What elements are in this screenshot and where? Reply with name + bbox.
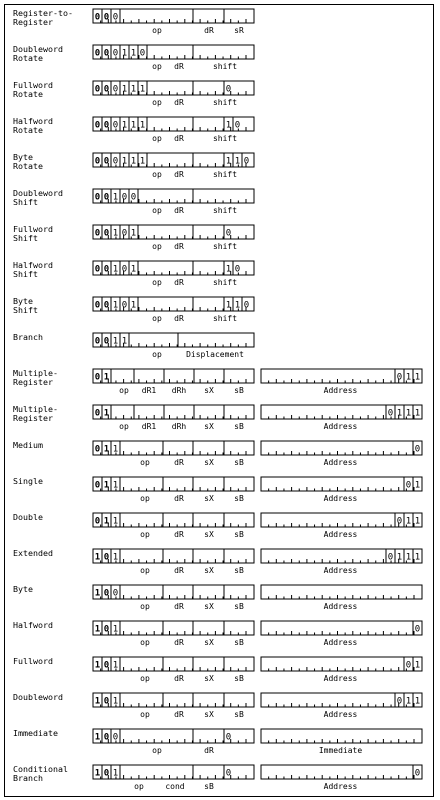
bit-value: 1 xyxy=(225,156,232,167)
bit-value: 0 xyxy=(103,264,110,275)
bit-value: 1 xyxy=(234,156,241,167)
bit-value: 0 xyxy=(94,48,101,59)
bit-value: 1 xyxy=(396,408,403,419)
bit-value: 0 xyxy=(112,732,119,743)
bit-value: 1 xyxy=(234,300,241,311)
field-label: dR xyxy=(204,26,214,35)
format-label: Halfword xyxy=(13,116,53,126)
bit-value: 0 xyxy=(94,408,101,419)
bit-value: 0 xyxy=(103,12,110,23)
bit-value: 1 xyxy=(405,516,412,527)
bit-value: 1 xyxy=(414,408,421,419)
field-label: sB xyxy=(234,710,244,719)
bit-value: 1 xyxy=(130,156,137,167)
bit-value: 0 xyxy=(103,192,110,203)
format-label: Single xyxy=(13,476,43,486)
format-row xyxy=(13,656,422,683)
bit-value: 0 xyxy=(112,48,119,59)
bit-value: 0 xyxy=(414,624,421,635)
format-label: Shift xyxy=(13,269,38,279)
field-label: dRh xyxy=(171,386,187,395)
format-label: Extended xyxy=(13,548,53,558)
field-label: dR xyxy=(174,242,184,251)
format-label: Register xyxy=(13,17,53,27)
bit-value: 0 xyxy=(103,588,110,599)
field-label: sX xyxy=(204,566,214,575)
field-label: Displacement xyxy=(186,350,244,359)
format-row xyxy=(13,728,422,755)
field-label: sX xyxy=(204,638,214,647)
field-label: op xyxy=(140,458,150,467)
bit-value: 0 xyxy=(225,84,232,95)
format-label: Shift xyxy=(13,305,38,315)
word2-box xyxy=(261,729,422,743)
bit-value: 1 xyxy=(139,156,146,167)
format-label: Rotate xyxy=(13,125,43,135)
bit-value: 1 xyxy=(121,120,128,131)
word2-box xyxy=(261,441,422,455)
format-label: Multiple- xyxy=(13,368,58,378)
field-label: shift xyxy=(212,134,238,143)
field-label: sR xyxy=(234,26,244,35)
bit-value: 1 xyxy=(103,408,110,419)
field-label: op xyxy=(140,602,150,611)
bit-value: 0 xyxy=(405,480,412,491)
field-label: op xyxy=(152,62,162,71)
field-label: dR xyxy=(204,746,214,755)
bit-value: 1 xyxy=(130,48,137,59)
field-label: Immediate xyxy=(318,746,363,755)
bit-value: 0 xyxy=(103,48,110,59)
field-label: dR xyxy=(174,170,184,179)
field-label: op xyxy=(152,746,162,755)
format-label: Fullword xyxy=(13,224,53,234)
bit-value: 0 xyxy=(103,228,110,239)
format-row xyxy=(13,296,254,323)
field-label: sB xyxy=(234,458,244,467)
format-label: Halfword xyxy=(13,620,53,630)
bit-value: 1 xyxy=(112,444,119,455)
field-label: Address xyxy=(323,422,358,431)
field-label: sB xyxy=(234,530,244,539)
field-label: Address xyxy=(323,638,358,647)
bit-value: 1 xyxy=(103,516,110,527)
format-label: Double xyxy=(13,512,43,522)
bit-value: 1 xyxy=(225,264,232,275)
format-label: Fullword xyxy=(13,656,53,666)
bit-value: 1 xyxy=(112,336,119,347)
word2-box xyxy=(261,621,422,635)
field-label: op xyxy=(140,566,150,575)
field-label: dR1 xyxy=(141,422,157,431)
bit-value: 0 xyxy=(225,228,232,239)
bit-value: 1 xyxy=(94,660,101,671)
format-row xyxy=(13,620,422,647)
bit-value: 0 xyxy=(387,552,394,563)
bit-value: 0 xyxy=(130,192,137,203)
field-label: dR xyxy=(174,62,184,71)
field-label: dR xyxy=(174,98,184,107)
format-label: Rotate xyxy=(13,161,43,171)
field-label: sB xyxy=(234,638,244,647)
field-label: shift xyxy=(212,62,238,71)
bit-value: 1 xyxy=(121,84,128,95)
bit-value: 0 xyxy=(94,228,101,239)
field-label: Address xyxy=(323,494,358,503)
format-row xyxy=(13,332,254,359)
word1-box xyxy=(93,369,254,383)
bit-value: 0 xyxy=(112,12,119,23)
bit-value: 0 xyxy=(243,156,250,167)
field-label: dR xyxy=(174,278,184,287)
bit-value: 0 xyxy=(103,156,110,167)
bit-value: 0 xyxy=(234,120,241,131)
field-label: dR xyxy=(174,530,184,539)
bit-value: 0 xyxy=(121,192,128,203)
field-label: dR xyxy=(174,314,184,323)
field-label: op xyxy=(152,98,162,107)
field-label: shift xyxy=(212,206,238,215)
format-row xyxy=(13,548,422,575)
bit-value: 1 xyxy=(414,660,421,671)
bit-value: 1 xyxy=(139,84,146,95)
field-label: shift xyxy=(212,98,238,107)
bit-value: 1 xyxy=(130,300,137,311)
field-label: sB xyxy=(234,566,244,575)
field-label: shift xyxy=(212,170,238,179)
format-label: Doubleword xyxy=(13,188,63,198)
bit-value: 0 xyxy=(112,84,119,95)
field-label: Address xyxy=(323,602,358,611)
bit-value: 0 xyxy=(94,480,101,491)
bit-value: 0 xyxy=(112,156,119,167)
field-label: Address xyxy=(323,782,358,791)
bit-value: 0 xyxy=(103,552,110,563)
field-label: dR xyxy=(174,566,184,575)
field-label: sX xyxy=(204,710,214,719)
field-label: sX xyxy=(204,674,214,683)
bit-value: 0 xyxy=(103,660,110,671)
format-label: Branch xyxy=(13,773,43,783)
bit-value: 1 xyxy=(94,552,101,563)
bit-value: 1 xyxy=(405,408,412,419)
format-label: Doubleword xyxy=(13,692,63,702)
bit-value: 0 xyxy=(225,732,232,743)
format-row xyxy=(13,368,422,395)
bit-value: 0 xyxy=(94,516,101,527)
bit-value: 1 xyxy=(94,768,101,779)
bit-value: 0 xyxy=(396,516,403,527)
format-label: Immediate xyxy=(13,728,58,738)
bit-value: 1 xyxy=(112,192,119,203)
format-label: Rotate xyxy=(13,89,43,99)
field-label: Address xyxy=(323,530,358,539)
format-row xyxy=(13,8,254,35)
format-row xyxy=(13,404,422,431)
bit-value: 0 xyxy=(94,264,101,275)
field-label: sB xyxy=(234,494,244,503)
field-label: Address xyxy=(323,566,358,575)
bit-value: 1 xyxy=(103,444,110,455)
field-label: op xyxy=(140,710,150,719)
format-label: Rotate xyxy=(13,53,43,63)
bit-value: 1 xyxy=(112,552,119,563)
format-row xyxy=(13,260,254,287)
field-label: op xyxy=(152,278,162,287)
bit-value: 0 xyxy=(103,768,110,779)
format-label: Shift xyxy=(13,233,38,243)
format-row xyxy=(13,188,254,215)
field-label: sB xyxy=(234,602,244,611)
format-label: Register xyxy=(13,413,53,423)
bit-value: 1 xyxy=(112,696,119,707)
bit-value: 1 xyxy=(139,120,146,131)
format-label: Byte xyxy=(13,152,33,162)
format-label: Byte xyxy=(13,296,33,306)
bit-value: 0 xyxy=(387,408,394,419)
field-label: sB xyxy=(234,422,244,431)
bit-value: 0 xyxy=(103,732,110,743)
bit-value: 1 xyxy=(94,624,101,635)
field-label: Address xyxy=(323,674,358,683)
bit-value: 0 xyxy=(103,120,110,131)
bit-value: 1 xyxy=(112,300,119,311)
field-label: Address xyxy=(323,386,358,395)
field-label: sX xyxy=(204,458,214,467)
format-row xyxy=(13,80,254,107)
bit-value: 0 xyxy=(94,156,101,167)
field-label: op xyxy=(152,206,162,215)
field-label: op xyxy=(119,422,129,431)
bit-value: 1 xyxy=(94,696,101,707)
field-label: op xyxy=(140,674,150,683)
bit-value: 1 xyxy=(103,480,110,491)
format-label: Register-to- xyxy=(13,8,73,18)
bit-value: 0 xyxy=(414,768,421,779)
format-label: Fullword xyxy=(13,80,53,90)
field-label: dR xyxy=(174,674,184,683)
bit-value: 0 xyxy=(414,444,421,455)
bit-value: 0 xyxy=(103,336,110,347)
bit-value: 0 xyxy=(94,120,101,131)
field-label: op xyxy=(140,530,150,539)
format-row xyxy=(13,692,422,719)
field-label: sX xyxy=(204,602,214,611)
field-label: sX xyxy=(204,494,214,503)
bit-value: 1 xyxy=(414,480,421,491)
field-label: shift xyxy=(212,314,238,323)
field-label: dR xyxy=(174,638,184,647)
bit-value: 1 xyxy=(112,264,119,275)
bit-value: 0 xyxy=(243,300,250,311)
bit-value: 0 xyxy=(396,372,403,383)
field-label: shift xyxy=(212,278,238,287)
word2-box xyxy=(261,477,422,491)
bit-value: 1 xyxy=(225,300,232,311)
format-row xyxy=(13,764,422,791)
format-row xyxy=(13,116,254,143)
format-row xyxy=(13,152,254,179)
format-row xyxy=(13,584,422,611)
bit-value: 0 xyxy=(94,372,101,383)
format-label: Byte xyxy=(13,584,33,594)
bit-value: 0 xyxy=(139,48,146,59)
field-label: dR xyxy=(174,602,184,611)
bit-value: 0 xyxy=(121,300,128,311)
bit-value: 0 xyxy=(103,624,110,635)
bit-value: 0 xyxy=(225,768,232,779)
field-label: shift xyxy=(212,242,238,251)
field-label: cond xyxy=(165,782,185,791)
field-label: sB xyxy=(234,674,244,683)
bit-value: 1 xyxy=(130,228,137,239)
bit-value: 0 xyxy=(103,696,110,707)
bit-value: 1 xyxy=(121,48,128,59)
field-label: op xyxy=(152,170,162,179)
field-label: dR xyxy=(174,206,184,215)
bit-value: 1 xyxy=(94,588,101,599)
bit-value: 1 xyxy=(405,372,412,383)
bit-value: 0 xyxy=(234,264,241,275)
field-label: dR1 xyxy=(141,386,157,395)
bit-value: 1 xyxy=(112,660,119,671)
bit-value: 0 xyxy=(103,84,110,95)
bit-value: 0 xyxy=(405,660,412,671)
format-row xyxy=(13,224,254,251)
field-label: sX xyxy=(204,386,214,395)
bit-value: 0 xyxy=(121,264,128,275)
field-label: Address xyxy=(323,710,358,719)
bit-value: 1 xyxy=(130,264,137,275)
field-label: op xyxy=(140,494,150,503)
format-label: Halfword xyxy=(13,260,53,270)
word2-box xyxy=(261,585,422,599)
field-label: sX xyxy=(204,530,214,539)
bit-value: 0 xyxy=(112,120,119,131)
format-row xyxy=(13,512,422,539)
bit-value: 0 xyxy=(94,12,101,23)
format-row xyxy=(13,440,422,467)
bit-value: 0 xyxy=(396,696,403,707)
bit-value: 1 xyxy=(103,372,110,383)
field-label: op xyxy=(119,386,129,395)
bit-value: 1 xyxy=(94,732,101,743)
word2-box xyxy=(261,657,422,671)
bit-value: 1 xyxy=(130,120,137,131)
field-label: dR xyxy=(174,494,184,503)
field-label: op xyxy=(152,242,162,251)
field-label: op xyxy=(140,638,150,647)
bit-value: 0 xyxy=(103,300,110,311)
format-label: Conditional xyxy=(13,764,68,774)
bit-value: 0 xyxy=(94,444,101,455)
field-label: op xyxy=(152,350,162,359)
bit-value: 0 xyxy=(94,336,101,347)
bit-value: 1 xyxy=(225,120,232,131)
format-label: Shift xyxy=(13,197,38,207)
field-label: dR xyxy=(174,134,184,143)
bit-value: 1 xyxy=(121,336,128,347)
field-label: dR xyxy=(174,710,184,719)
field-label: op xyxy=(134,782,144,791)
format-row xyxy=(13,44,254,71)
bit-value: 1 xyxy=(112,516,119,527)
bit-value: 1 xyxy=(405,552,412,563)
bit-value: 1 xyxy=(396,552,403,563)
format-label: Medium xyxy=(13,440,43,450)
bit-value: 0 xyxy=(121,228,128,239)
field-label: sX xyxy=(204,422,214,431)
format-row xyxy=(13,476,422,503)
bit-value: 1 xyxy=(414,516,421,527)
field-label: op xyxy=(152,314,162,323)
format-label: Multiple- xyxy=(13,404,58,414)
bit-value: 1 xyxy=(414,696,421,707)
word1-box xyxy=(93,405,254,419)
word2-box xyxy=(261,765,422,779)
bit-value: 1 xyxy=(130,84,137,95)
bit-value: 1 xyxy=(112,768,119,779)
bit-value: 1 xyxy=(112,480,119,491)
field-label: dRh xyxy=(171,422,187,431)
bit-value: 1 xyxy=(414,552,421,563)
bit-value: 1 xyxy=(112,624,119,635)
field-label: Address xyxy=(323,458,358,467)
field-label: sB xyxy=(234,386,244,395)
format-label: Branch xyxy=(13,332,43,342)
field-label: op xyxy=(152,26,162,35)
bit-value: 1 xyxy=(112,228,119,239)
field-label: sB xyxy=(204,782,214,791)
field-label: op xyxy=(152,134,162,143)
format-label: Register xyxy=(13,377,53,387)
bit-value: 0 xyxy=(94,192,101,203)
field-label: dR xyxy=(174,458,184,467)
bit-value: 1 xyxy=(414,372,421,383)
bit-value: 0 xyxy=(112,588,119,599)
bit-value: 1 xyxy=(405,696,412,707)
bit-value: 0 xyxy=(94,84,101,95)
bit-value: 0 xyxy=(94,300,101,311)
bit-value: 1 xyxy=(121,156,128,167)
format-label: Doubleword xyxy=(13,44,63,54)
